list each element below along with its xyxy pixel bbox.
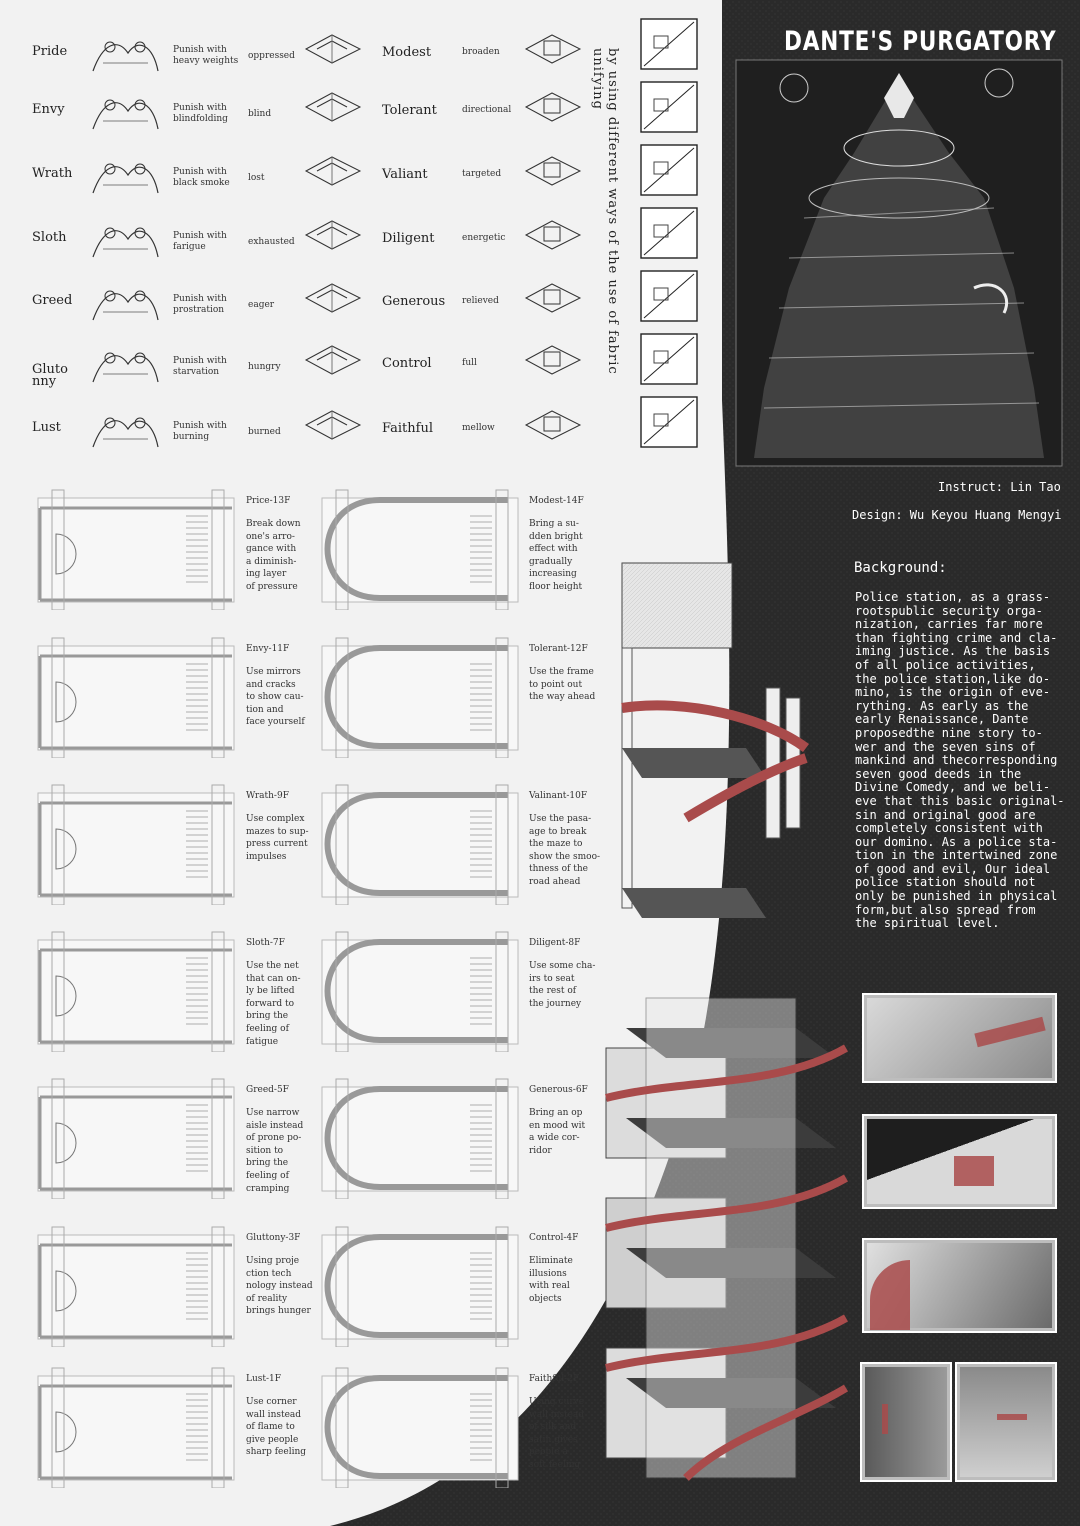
section-diagram-icon (640, 207, 698, 259)
sin-name: Wrath (32, 166, 73, 181)
perspective-image (955, 1362, 1057, 1482)
plan-description: Use complex mazes to sup- press current impulses (246, 814, 309, 862)
instruct-credit: Instruct: Lin Tao (938, 480, 1061, 494)
virtue-name: Faithful (382, 421, 433, 436)
floor-plan (36, 1225, 236, 1347)
plan-description: Bring a su- dden bright effect with gradually increasing floor height (529, 519, 583, 592)
sin-name: Sloth (32, 230, 67, 245)
background-heading: Background: (854, 560, 947, 576)
plan-title: Gluttony-3F (246, 1233, 301, 1243)
plan-description: Use the pasa- age to break the maze to show the smoo- thness of the road ahead (529, 814, 601, 887)
plan-title: Valinant-10F (529, 791, 588, 801)
sin-figure-icon (88, 91, 162, 135)
virtue-name: Modest (382, 45, 432, 60)
section-diagram-icon (640, 18, 698, 70)
plan-title: Tolerant-12F (529, 644, 588, 654)
plan-title: Price-13F (246, 496, 291, 506)
section-diagram-icon (522, 336, 584, 382)
effect-word: mellow (462, 423, 495, 433)
effect-word: energetic (462, 233, 506, 243)
floor-plan (320, 1225, 520, 1347)
perspective-image (862, 993, 1057, 1083)
punishment-text: Punish with prostration (173, 294, 227, 315)
effect-word: full (462, 358, 477, 368)
plan-title: Envy-11F (246, 644, 290, 654)
punishment-text: Punish with heavy weights (173, 45, 239, 66)
sin-figure-icon (88, 33, 162, 77)
floor-plan (36, 636, 236, 758)
floor-plan (320, 930, 520, 1052)
sin-name: Greed (32, 293, 73, 308)
plan-title: Wrath-9F (246, 791, 289, 801)
plan-description: Use the net that can on- ly be lifted forward to bring the feeling of fatigue (246, 961, 301, 1047)
design-credit: Design: Wu Keyou Huang Mengyi (852, 508, 1062, 522)
floor-plan (320, 636, 520, 758)
page-title: DANTE'S PURGATORY (784, 26, 1057, 57)
effect-word: relieved (462, 296, 499, 306)
section-diagram-icon (640, 333, 698, 385)
tower-illustration-icon (734, 58, 1064, 468)
floor-plan (320, 1077, 520, 1199)
axonometric-icon (566, 488, 856, 1518)
perspective-image (862, 1114, 1057, 1209)
section-diagram-icon (640, 144, 698, 196)
sin-figure-icon (88, 155, 162, 199)
virtue-name: Tolerant (382, 103, 437, 118)
floor-plan (36, 1366, 236, 1488)
feeling-word: hungry (248, 362, 281, 372)
sin-name: Lust (32, 420, 61, 435)
effect-word: broaden (462, 47, 500, 57)
effect-word: directional (462, 105, 512, 115)
section-diagram-icon (302, 401, 364, 447)
plan-description: Break down one's arro- gance with a diminish- ing layer of pressure (246, 519, 301, 592)
effect-word: targeted (462, 169, 502, 179)
sin-figure-icon (88, 344, 162, 388)
section-diagram-icon (302, 336, 364, 382)
section-diagram-icon (522, 401, 584, 447)
floor-plan (320, 488, 520, 610)
sin-figure-icon (88, 409, 162, 453)
plan-description: Use corner wall instead of flame to give people sharp feeling (246, 1397, 307, 1458)
section-diagram-icon (640, 396, 698, 448)
perspective-image (860, 1362, 952, 1482)
plan-description: Using curve wall instead of silk and satin gives people a soft feeling (529, 1397, 585, 1470)
punishment-text: Punish with starvation (173, 356, 227, 377)
virtue-name: Generous (382, 294, 446, 309)
floor-plan (36, 488, 236, 610)
plan-title: Faithful-2F (529, 1374, 580, 1384)
floor-plan (36, 783, 236, 905)
plan-description: Use mirrors and cracks to show cau- tion and face yourself (246, 667, 305, 728)
floor-plan (36, 930, 236, 1052)
plan-title: Control-4F (529, 1233, 579, 1243)
background-text: Police station, as a grass- rootspublic security orga- nization, carries far more than fighting crime and cla- iming justice. As the basis of all police activities, the police station,like do- mino, is the origin of eve- rything. As early as the early Renaissance, Dante proposedthe nine story to- wer and the seven sins of mankind and thecorresponding seven good deeds in the Divine Comedy, and we beli- eve that this basic original- sin and original good are completely consistent with our domino. As a police sta- tion in the intertwined zone of good and evil, Our ideal police station should not only be punished in physical form,but also spread from the spiritual level. (855, 590, 1065, 931)
plan-title: Lust-1F (246, 1374, 282, 1384)
plan-description: Using proje ction tech nology instead of reality brings hunger (246, 1256, 313, 1317)
sin-figure-icon (88, 282, 162, 326)
sin-name: Gluto nny (32, 362, 68, 389)
feeling-word: oppressed (248, 51, 295, 61)
feeling-word: exhausted (248, 237, 295, 247)
section-diagram-icon (302, 211, 364, 257)
plan-description: Use narrow aisle instead of prone po- sition to bring the feeling of cramping (246, 1108, 304, 1194)
virtue-name: Valiant (382, 167, 428, 182)
section-diagram-icon (302, 274, 364, 320)
perspective-image (862, 1238, 1057, 1333)
punishment-text: Punish with farigue (173, 231, 227, 252)
plan-title: Diligent-8F (529, 938, 581, 948)
section-diagram-icon (302, 25, 364, 71)
feeling-word: eager (248, 300, 275, 310)
virtue-name: Control (382, 356, 432, 371)
virtue-name: Diligent (382, 231, 435, 246)
section-diagram-icon (522, 274, 584, 320)
floor-plan (320, 783, 520, 905)
vertical-caption: by using different ways of the use of fabric unifying (590, 48, 620, 375)
plan-description: Use the frame to point out the way ahead (529, 667, 596, 703)
sin-name: Envy (32, 102, 65, 117)
plan-description: Bring an op en mood wit a wide cor- ridor (529, 1108, 586, 1156)
section-diagram-icon (302, 83, 364, 129)
feeling-word: blind (248, 109, 272, 119)
plan-title: Greed-5F (246, 1085, 289, 1095)
floor-plan (36, 1077, 236, 1199)
plan-title: Generous-6F (529, 1085, 588, 1095)
plan-title: Modest-14F (529, 496, 584, 506)
punishment-text: Punish with black smoke (173, 167, 230, 188)
section-diagram-icon (522, 25, 584, 71)
section-diagram-icon (522, 211, 584, 257)
feeling-word: lost (248, 173, 265, 183)
section-diagram-icon (302, 147, 364, 193)
sin-figure-icon (88, 219, 162, 263)
section-diagram-icon (522, 147, 584, 193)
punishment-text: Punish with burning (173, 421, 227, 442)
plan-title: Sloth-7F (246, 938, 285, 948)
sin-name: Pride (32, 44, 68, 59)
section-diagram-icon (522, 83, 584, 129)
plan-description: Use some cha- irs to seat the rest of the journey (529, 961, 596, 1009)
punishment-text: Punish with blindfolding (173, 103, 228, 124)
plan-description: Eliminate illusions with real objects (529, 1256, 573, 1304)
floor-plan (320, 1366, 520, 1488)
section-diagram-icon (640, 81, 698, 133)
feeling-word: burned (248, 427, 281, 437)
section-diagram-icon (640, 270, 698, 322)
